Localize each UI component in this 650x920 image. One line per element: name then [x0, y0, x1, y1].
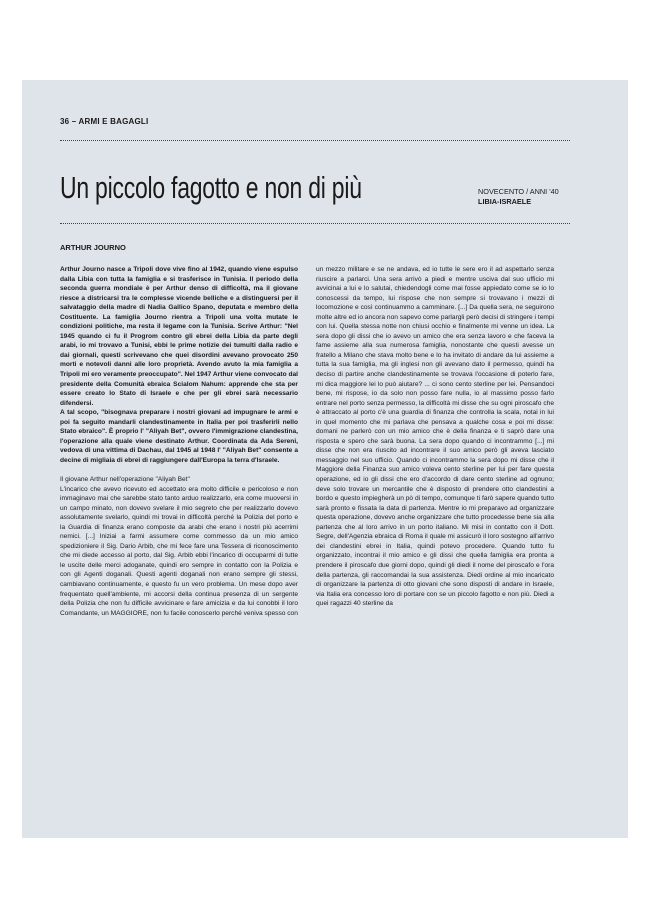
- author-name: ARTHUR JOURNO: [60, 243, 126, 252]
- article-title: Un piccolo fagotto e non di più: [60, 170, 362, 205]
- intro-paragraph: Arthur Journo nasce a Tripoli dove vive fino al 1942, quando viene espulso dalla Libia con tutta la famiglia e si trasferisce in Tunisia. Il periodo della seconda guerra mondiale è per Arthur denso di difficoltà, ma il giovane riesce a districarsi tra le complesse vicende belliche e a distinguersi per il salvataggio della madre di Nadia Gallico Spano, deputata e membro della Costituente. La famiglia Journo rientra a Tripoli una volta mutate le condizioni politiche, ma resta il legame con la Tunisia. Scrive Arthur: "Nel 1945 quando ci fu il Progrom contro gli ebrei della Libia da parte degli arabi, io mi trovavo a Tunisi, ebbi le prime notizie dei tumulti dalla radio e dai giornali, questi scrivevano che quei disordini avevano provocato 250 morti e notevoli danni alle loro proprietà. Avendo avuto la mia famiglia a Tripoli mi ero veramente preoccupato". Nel 1947 Arthur viene convocato dal presidente della Comunità ebraica Scialom Nahum: apprende che sta per essere creato lo Stato di Israele e che per gli ebrei sarà necessario difendersi.: [60, 266, 298, 407]
- left-column: [60, 265, 298, 618]
- category-block: [478, 187, 559, 207]
- right-column: [316, 265, 554, 609]
- section-heading: Il giovane Arthur nell'operazione "Aliyah Bet": [60, 475, 190, 483]
- category-era: NOVECENTO / ANNI '40: [478, 187, 559, 196]
- category-place: LIBIA-ISRAELE: [478, 197, 532, 206]
- right-column-text: un mezzo militare e se ne andava, ed io tutte le sere ero il ad aspettarlo senza riuscire a parlarci. Una sera arrivò a piedi e mentre usciva dal suo ufficio mi avvicinai a lui e lo salutai, chiedendogli come mai fosse appiedato come se io lo conoscessi da tempo, lui rispose che non sempre si trovavano i mezzi di locomozione e così continuammo a camminare. [...] Da quella sera, ne seguirono molte altre ed io ancora non sapevo come parlargli però decisi di stringere i tempi con lui. Quella stessa notte non chiusi occhio e finalmente mi venne un idea. La sera dopo gli dissi che io avevo un amico che era senza lavoro e che faceva la fame assieme alla sua numerosa famiglia, nonostante che questi avesse un fratello a Milano che stava molto bene e lo ha invitato di andare da lui assieme a tutta la sua famiglia, ma gli inglesi non gli avevano dato il permesso, quindi ha deciso di partire anche clandestinamente se trovava l'occasione di poterlo fare, mi dica maggiore lei lo può aiutare? ... ci sono cento sterline per lei. Pensandoci bene, mi rispose, io da solo non posso fare nulla, io al massimo posso farlo entrare nel porto senza permesso, la difficoltà mi disse che su ogni piroscafo che è attraccato al porto c'è una guardia di finanza che controlla la scala, notai in lui in quel momento che mi parlava che pensava a qualche cosa e poi mi disse: domani ne parlerò con un mio amico che è della finanza e ti saprò dare una risposta e spero che sarà buona. La sera dopo quando ci incontrammo [...] mi disse che non era riuscito ad incontrare il suo amico però gli aveva lasciato messaggio nel suo ufficio. Quando ci incontrammo la sera dopo mi disse che il Maggiore della Finanza suo amico voleva cento sterline per lui per fare questa operazione, ed io gli dissi che ero d'accordo di dare cento sterline ad ognuno; deve solo trovare un mercantile che è disposto di prendere otto clandestini a bordo e questo impiegherà un pò di tempo, comunque ti farò sapere quando tutto sarà pronto e fissata la data di partenza. Mentre io mi preparavo ad organizzare questa operazione, dovevo anche organizzare che tutto procedesse bene sia alla partenza che al loro arrivo in un porto italiano. Mi misi in contatto con il Dott. Segre, dell'Agenzia ebraica di Roma il quale mi assicurò il loro sostegno all'arrivo dei clandestini ebrei in Italia, quindi potevo procedere. Quando tutto fu organizzato, incontrai il mio amico e gli dissi che quella famiglia era pronta a prendere il piroscafo due giorni dopo, quindi gli diedi il nome del piroscafo e l'ora della partenza, gli raccomandai la sua assistenza. Diedi ordine al mio incaricato di organizzare la partenza di otto giovani che sono disposti di andare in Israele, via Italia era concesso loro di portare con se un piccolo fagotto e non più. Diedi a quei ragazzi 40 sterline da: [316, 266, 554, 608]
- intro-paragraph-2: A tal scopo, "bisognava preparare i nostri giovani ad impugnare le armi e poi fa seguito mandarli clandestinamente in Italia per poi trasferirli nello Stato ebraico". È proprio l' "Aliyah Bet", ovvero l'immigrazione clandestina, l'operazione alla quale viene destinato Arthur. Coordinata da Ada Sereni, vedova di una vittima di Dachau, dal 1945 al 1948 l' "Aliyah Bet" consente a decine di migliaia di ebrei di raggiungere dall'Europa la terra d'Israele.: [60, 409, 298, 464]
- top-dotted-rule: [60, 140, 570, 141]
- running-head: 36 – ARMI E BAGAGLI: [60, 117, 149, 126]
- section-body: L'incarico che avevo ricevuto ed accettato era molto difficile e pericoloso e non immaginavo mai che sarebbe stato tanto arduo realizzarlo, era come muoversi in un campo minato, non dovevo svelare il mio segreto che per realizzarlo dovevo assolutamente svelarlo, quindi mi trovai in difficoltà perché la Polizia del porto e la Guardia di finanza erano composte da arabi che erano i nostri più acerrimi nemici. [...] Iniziai a farmi assumere come commesso da un mio amico spedizioniere il Sig. Dario Arbib, che mi fece fare una Tessera di riconoscimento che mi diede accesso al porto, dal Sig. Arbib ebbi l'incarico di occuparmi di tutte le uscite delle merci adoganate, quindi ero sempre in contatto con la Polizia e con gli Agenti doganali. Questi agenti doganali non erano sempre gli stessi, cambiavano continuamente, e questo fu un vero problema. Un mese dopo aver frequentato quell'ambiente, mi accorsi della continua presenza di un sergente della Polizia che non fu difficile avvicinare e fare amicizia e da lui conobbi il loro Comandante, un MAGGIORE, non fu facile conoscerlo perché veniva spesso con: [60, 485, 298, 617]
- bottom-dotted-rule: [60, 223, 570, 224]
